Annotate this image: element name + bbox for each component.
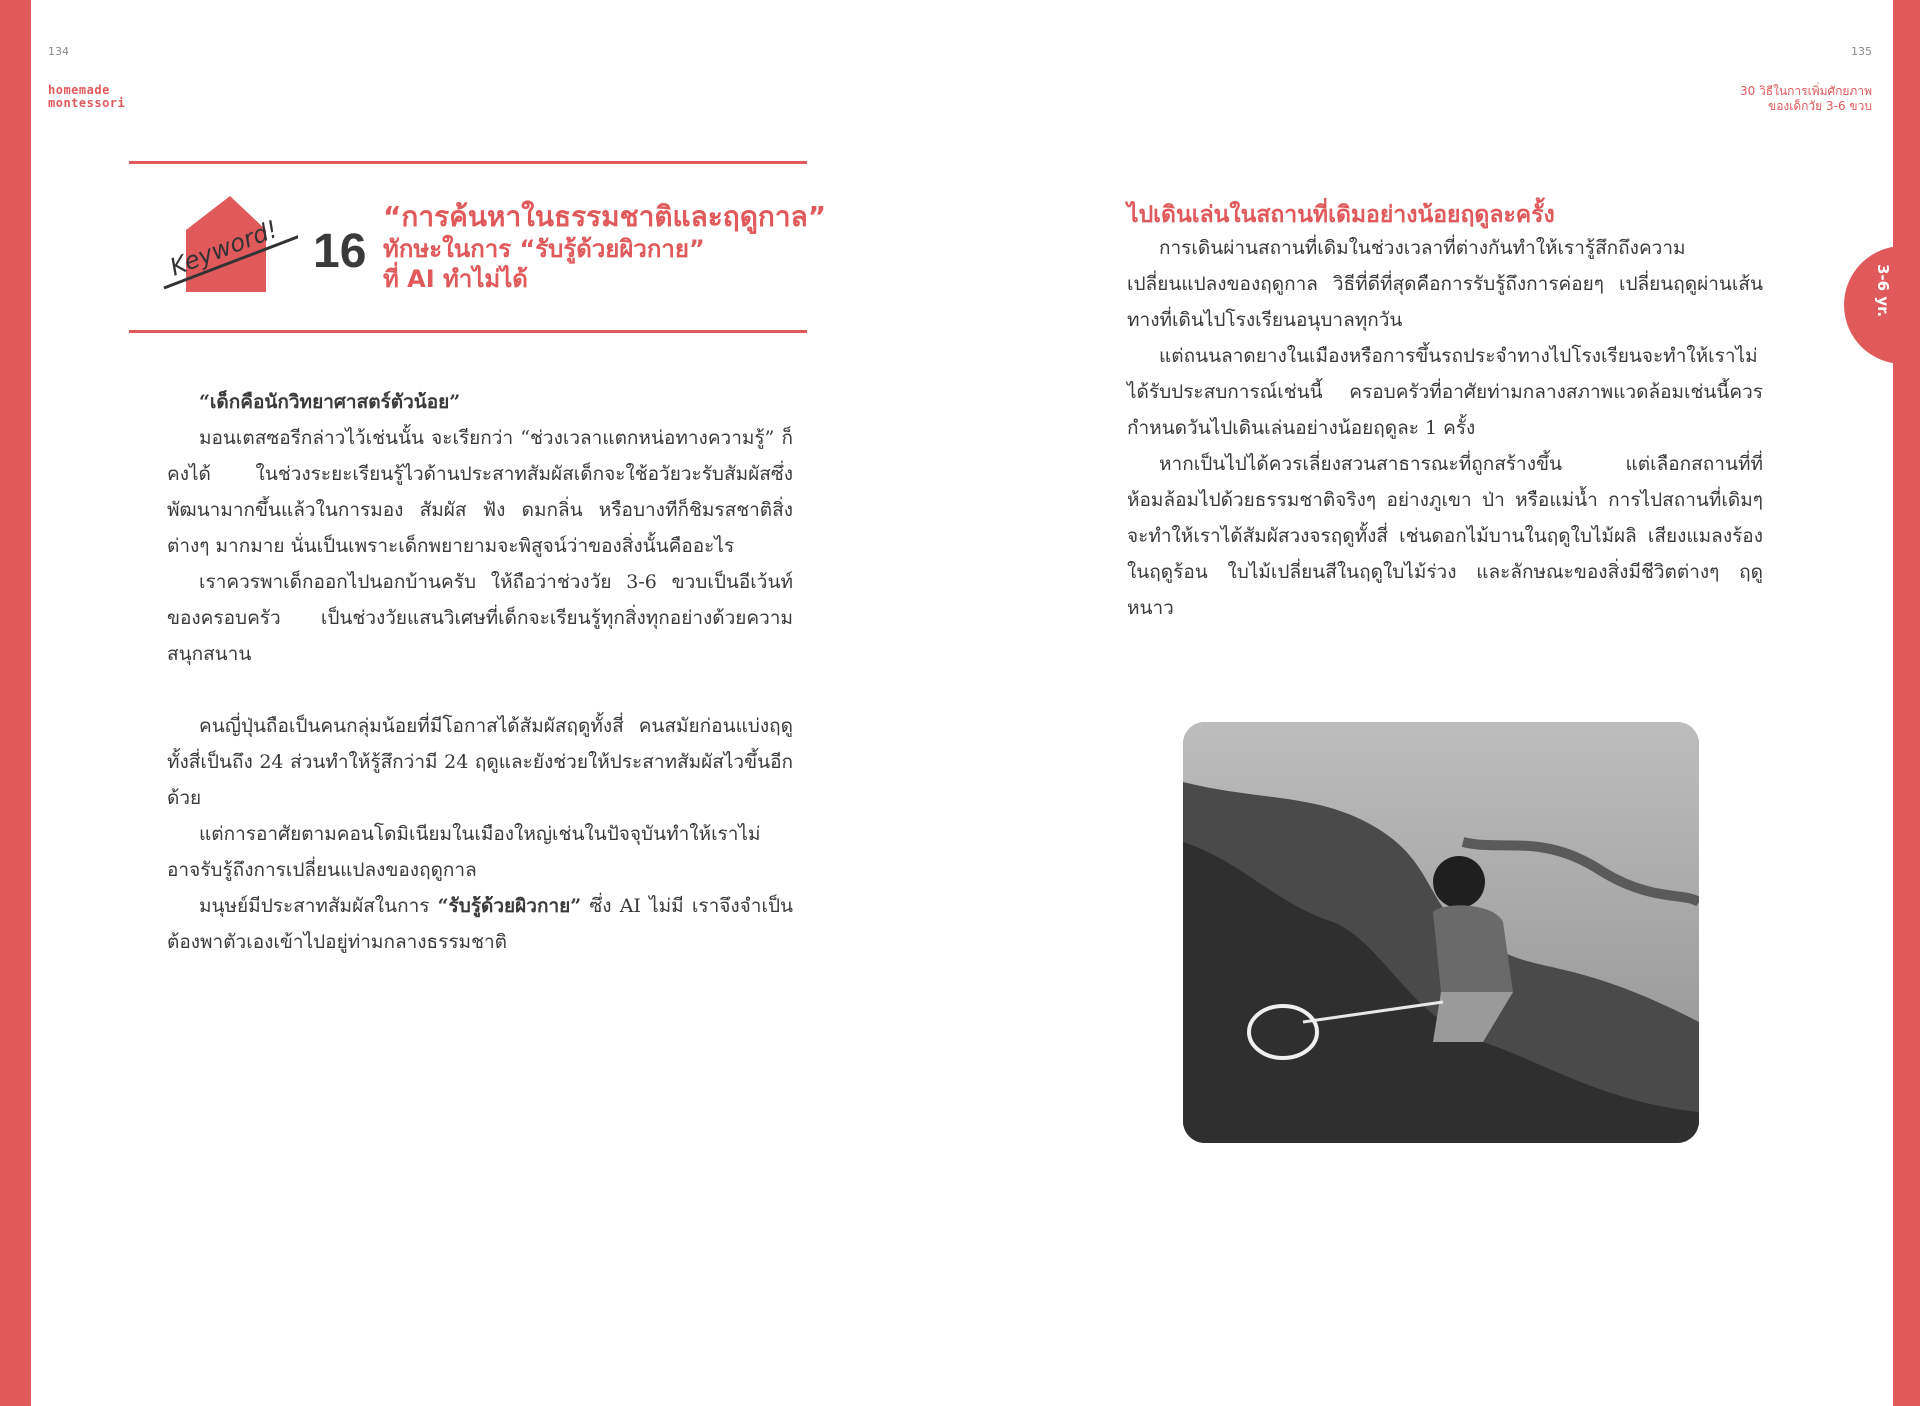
right-column-text bbox=[1127, 200, 1763, 626]
brand-line-1: homemade bbox=[48, 83, 110, 97]
right-page-edge bbox=[1893, 0, 1920, 1406]
title-line-3: ที่ AI ทำไม่ได้ bbox=[383, 265, 528, 293]
header-bottom-rule bbox=[129, 330, 807, 333]
child-head bbox=[1433, 856, 1485, 908]
quote-heading: “เด็กคือนักวิทยาศาสตร์ตัวน้อย” bbox=[199, 391, 461, 413]
left-paragraph-1: มอนเตสซอรีกล่าวไว้เช่นนั้น จะเรียกว่า “ช่วงเวลาแตกหน่อทางความรู้” ก็คงได้ ในช่วงระยะเรียนรู้ไวด้านประสาทสัมผัสเด็กจะใช้อวัยวะรับสัมผัสซึ่งพัฒนามากขึ้นแล้วในการมอง สัมผัส ฟัง ดมกลิ่น หรือบางทีก็ชิมรสชาติสิ่งต่างๆ มากมาย นั่นเป็นเพราะเด็กพยายามจะพิสูจน์ว่าของสิ่งนั้นคืออะไร bbox=[167, 427, 793, 557]
keyword-number: 16 bbox=[313, 225, 367, 278]
left-paragraph-4: แต่การอาศัยตามคอนโดมิเนียมในเมืองใหญ่เช่นในปัจจุบันทำให้เราไม่อาจรับรู้ถึงการเปลี่ยนแปลงของฤดูกาล bbox=[167, 823, 761, 881]
right-paragraph-2: แต่ถนนลาดยางในเมืองหรือการขึ้นรถประจำทางไปโรงเรียนจะทำให้เราไม่ได้รับประสบการณ์เช่นนี้ ครอบครัวที่อาศัยท่ามกลางสภาพแวดล้อมเช่นนี้ควรกำหนดวันไปเดินเล่นอย่างน้อยฤดูละ 1 ครั้ง bbox=[1127, 345, 1763, 439]
series-line-1: 30 วิธีในการเพิ่มศักยภาพ bbox=[1739, 84, 1872, 98]
keyword-house-icon bbox=[158, 192, 298, 302]
left-paragraph-2: เราควรพาเด็กออกไปนอกบ้านครับ ให้ถือว่าช่วงวัย 3-6 ขวบเป็นอีเว้นท์ของครอบครัว เป็นช่วงวัยแสนวิเศษที่เด็กจะเรียนรู้ทุกสิ่งทุกอย่างด้วยความสนุกสนาน bbox=[167, 571, 793, 665]
section-heading: ไปเดินเล่นในสถานที่เดิมอย่างน้อยฤดูละครั้ง bbox=[1127, 202, 1555, 228]
title-line-1: “การค้นหาในธรรมชาติและฤดูกาล” bbox=[383, 200, 827, 233]
brand-line-2: montessori bbox=[48, 96, 126, 110]
photo-illustration bbox=[1183, 722, 1699, 1143]
keyword-label: Keyword! bbox=[166, 215, 282, 282]
left-column-text bbox=[167, 384, 793, 960]
title-line-2: ทักษะในการ “รับรู้ด้วยผิวกาย” bbox=[383, 235, 705, 263]
paragraph-gap bbox=[167, 672, 793, 708]
p5-bold-phrase: “รับรู้ด้วยผิวกาย” bbox=[437, 895, 582, 917]
left-paragraph-3: คนญี่ปุ่นถือเป็นคนกลุ่มน้อยที่มีโอกาสได้สัมผัสฤดูทั้งสี่ คนสมัยก่อนแบ่งฤดูทั้งสี่เป็นถึง 24 ส่วนทำให้รู้สึกว่ามี 24 ฤดูและยังช่วยให้ประสาทสัมผัสไวขึ้นอีกด้วย bbox=[167, 715, 793, 809]
right-paragraph-1: การเดินผ่านสถานที่เดิมในช่วงเวลาที่ต่างกันทำให้เรารู้สึกถึงความเปลี่ยนแปลงของฤดูกาล วิธีที่ดีที่สุดคือการรับรู้ถึงการค่อยๆ เปลี่ยนฤดูผ่านเส้นทางที่เดินไปโรงเรียนอนุบาลทุกวัน bbox=[1127, 237, 1763, 331]
left-page-number: 134 bbox=[48, 45, 69, 58]
child-fishing-photo bbox=[1183, 722, 1699, 1143]
brand-logo bbox=[48, 84, 125, 110]
series-line-2: ของเด็กวัย 3-6 ขวบ bbox=[1768, 99, 1872, 113]
p5-text-after: ซึ่ง AI ไม่มี เราจึงจำเป็นต้องพาตัวเองเข้าไปอยู่ท่ามกลางธรรมชาติ bbox=[167, 895, 793, 953]
series-title bbox=[1740, 84, 1872, 114]
child-vest bbox=[1433, 905, 1513, 1007]
header-top-rule bbox=[129, 161, 807, 164]
p5-text-before: มนุษย์มีประสาทสัมผัสในการ bbox=[199, 895, 438, 917]
left-paragraph-5 bbox=[167, 888, 793, 960]
left-page-edge bbox=[0, 0, 31, 1406]
age-tab-label: 3-6 yr. bbox=[1874, 264, 1892, 318]
keyword-title bbox=[383, 200, 826, 294]
right-paragraph-3: หากเป็นไปได้ควรเลี่ยงสวนสาธารณะที่ถูกสร้างขึ้น แต่เลือกสถานที่ที่ห้อมล้อมไปด้วยธรรมชาติจริงๆ อย่างภูเขา ป่า หรือแม่น้ำ การไปสถานที่เดิมๆ จะทำให้เราได้สัมผัสวงจรฤดูทั้งสี่ เช่นดอกไม้บานในฤดูใบไม้ผลิ เสียงแมลงร้องในฤดูร้อน ใบไม้เปลี่ยนสีในฤดูใบไม้ร่วง และลักษณะของสิ่งมีชีวิตต่างๆ ฤดูหนาว bbox=[1127, 453, 1763, 619]
right-page-number: 135 bbox=[1851, 45, 1872, 58]
